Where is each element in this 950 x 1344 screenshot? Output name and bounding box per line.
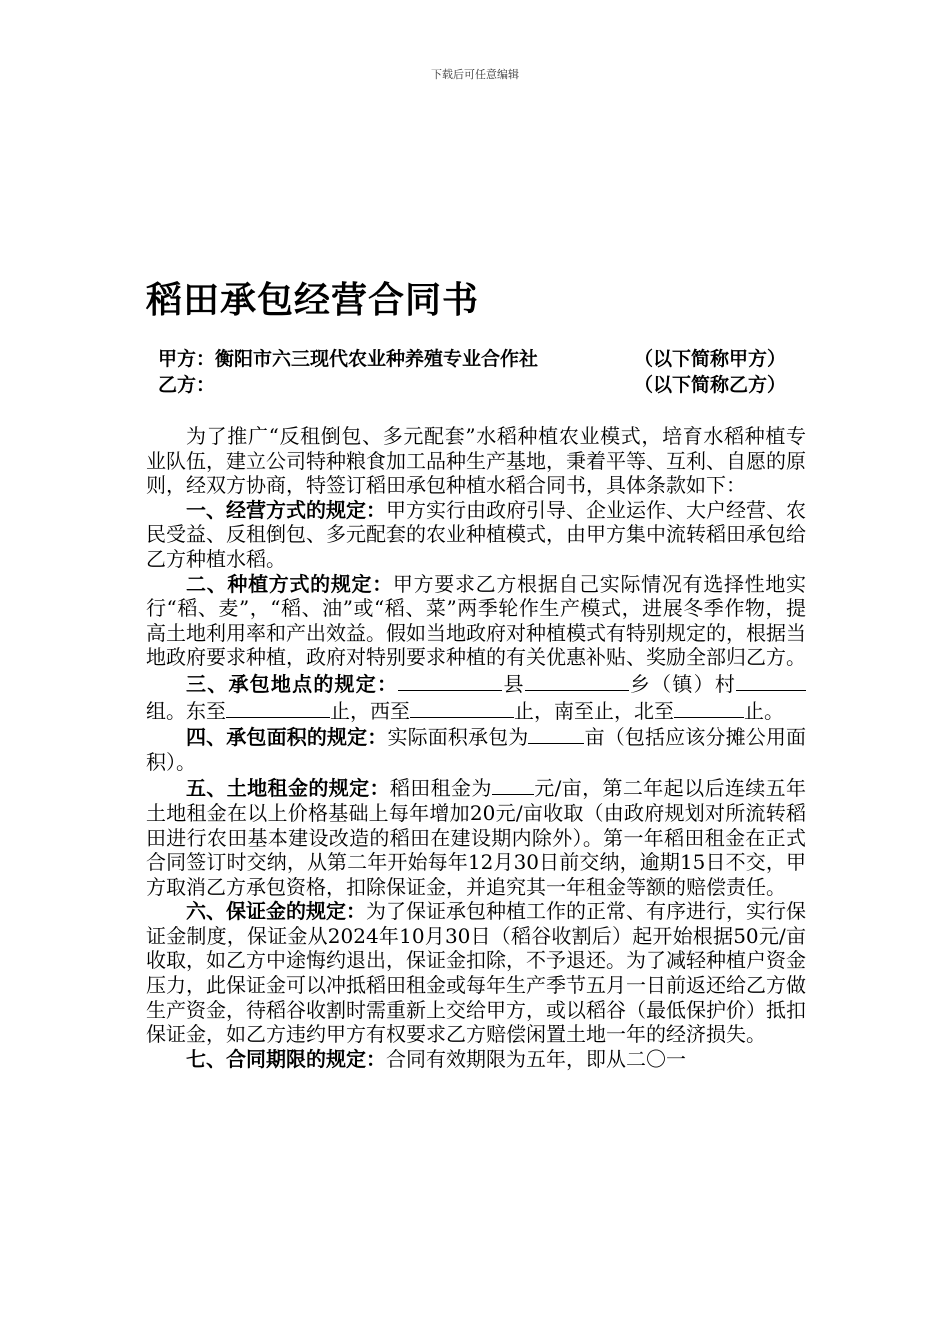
section-7-title: 七、合同期限的规定： bbox=[186, 1046, 386, 1071]
section-3 bbox=[146, 670, 806, 723]
section-1 bbox=[146, 498, 806, 572]
section-4-post: 亩（包括应该分摊公用面积）。 bbox=[146, 725, 807, 774]
county-label: 县 bbox=[502, 671, 525, 696]
location-end: 止。 bbox=[744, 698, 784, 723]
group-label: 组。东至 bbox=[146, 698, 226, 723]
section-5 bbox=[146, 774, 806, 899]
party-b-abbr: （以下简称乙方） bbox=[633, 374, 786, 396]
section-3-title: 三、承包地点的规定： bbox=[186, 671, 399, 696]
section-6-text: 为了保证承包种植工作的正常、有序进行，实行保证金制度，保证金从2024年10月30日（稻谷收割后）起开始根据50元/亩收取，如乙方中途悔约退出，保证金扣除，不予退还。为了减轻种植户资金压力，此保证金可以冲抵稻田租金或每年生产季节五月一日前返还给乙方做生产资金，待稻谷收割时需重新上交给甲方，或以稻谷（最低保护价）抵扣保证金，如乙方违约甲方有权要求乙方赔偿闲置土地一年的经济损失。 bbox=[146, 899, 806, 1047]
party-a-abbr: （以下简称甲方） bbox=[633, 348, 786, 370]
section-5-title: 五、土地租金的规定： bbox=[186, 776, 390, 801]
township-blank[interactable] bbox=[525, 670, 629, 691]
intro-paragraph: 为了推广“反租倒包、多元配套”水稻种植农业模式，培育水稻种植专业队伍，建立公司特种粮食加工品种生产基地，秉着平等、互利、自愿的原则，经双方协商，特签订稻田承包种植水稻合同书，具体条款如下： bbox=[146, 424, 806, 498]
section-7 bbox=[146, 1047, 806, 1072]
west-blank[interactable] bbox=[410, 697, 514, 718]
section-2 bbox=[146, 572, 806, 670]
section-4 bbox=[146, 723, 806, 774]
county-blank[interactable] bbox=[398, 670, 502, 691]
section-5-pre: 稻田租金为 bbox=[389, 776, 492, 801]
east-blank[interactable] bbox=[226, 697, 330, 718]
header-note: 下载后可任意编辑 bbox=[431, 68, 519, 81]
west-label: 止，西至 bbox=[330, 698, 410, 723]
contract-body bbox=[146, 424, 806, 1071]
section-6-title: 六、保证金的规定： bbox=[186, 899, 366, 924]
village-blank[interactable] bbox=[736, 670, 806, 691]
party-a bbox=[158, 346, 538, 372]
parties-block bbox=[158, 346, 786, 398]
north-label: 止，北至 bbox=[594, 698, 674, 723]
party-b-row bbox=[158, 372, 786, 398]
section-2-text: 甲方要求乙方根据自己实际情况有选择性地实行“稻、麦”，“稻、油”或“稻、菜”两季轮作生产模式，进展冬季作物，提高土地利用率和产出效益。假如当地政府对种植模式有特别规定的，根据当地政府要求种植，政府对特别要求种植的有关优惠补贴、奖励全部归乙方。 bbox=[146, 571, 807, 670]
contract-title: 稻田承包经营合同书 bbox=[146, 280, 480, 321]
village-label: 村 bbox=[714, 671, 737, 696]
section-1-title: 一、经营方式的规定： bbox=[186, 497, 386, 522]
party-a-label: 甲方： bbox=[158, 348, 216, 370]
section-6 bbox=[146, 899, 806, 1047]
party-b-label: 乙方： bbox=[158, 374, 216, 396]
area-blank[interactable] bbox=[528, 723, 584, 744]
north-blank[interactable] bbox=[674, 697, 744, 718]
section-7-text: 合同有效期限为五年，即从二〇一 bbox=[386, 1046, 686, 1071]
section-5-post: 元/亩，第二年起以后连续五年土地租金在以上价格基础上每年增加20元/亩收取（由政府规划对所流转稻田进行农田基本建设改造的稻田在建设期内除外）。第一年稻田租金在正式合同签订时交纳，从第二年开始每年12月30日前交纳，逾期15日不交，甲方取消乙方承包资格，扣除保证金，并追究其一年租金等额的赔偿责任。 bbox=[146, 776, 807, 899]
south-label: 止，南至 bbox=[514, 698, 594, 723]
section-4-title: 四、承包面积的规定： bbox=[186, 725, 388, 750]
party-a-row bbox=[158, 346, 786, 372]
rent-blank[interactable] bbox=[492, 774, 534, 795]
section-2-title: 二、种植方式的规定： bbox=[186, 571, 393, 596]
party-a-name: 衡阳市六三现代农业种养殖专业合作社 bbox=[215, 348, 539, 370]
township-label: 乡（镇） bbox=[628, 671, 715, 696]
section-4-pre: 实际面积承包为 bbox=[387, 725, 529, 750]
section-1-text: 甲方实行由政府引导、企业运作、大户经营、农民受益、反租倒包、多元配套的农业种植模式，由甲方集中流转稻田承包给乙方种植水稻。 bbox=[146, 497, 806, 571]
